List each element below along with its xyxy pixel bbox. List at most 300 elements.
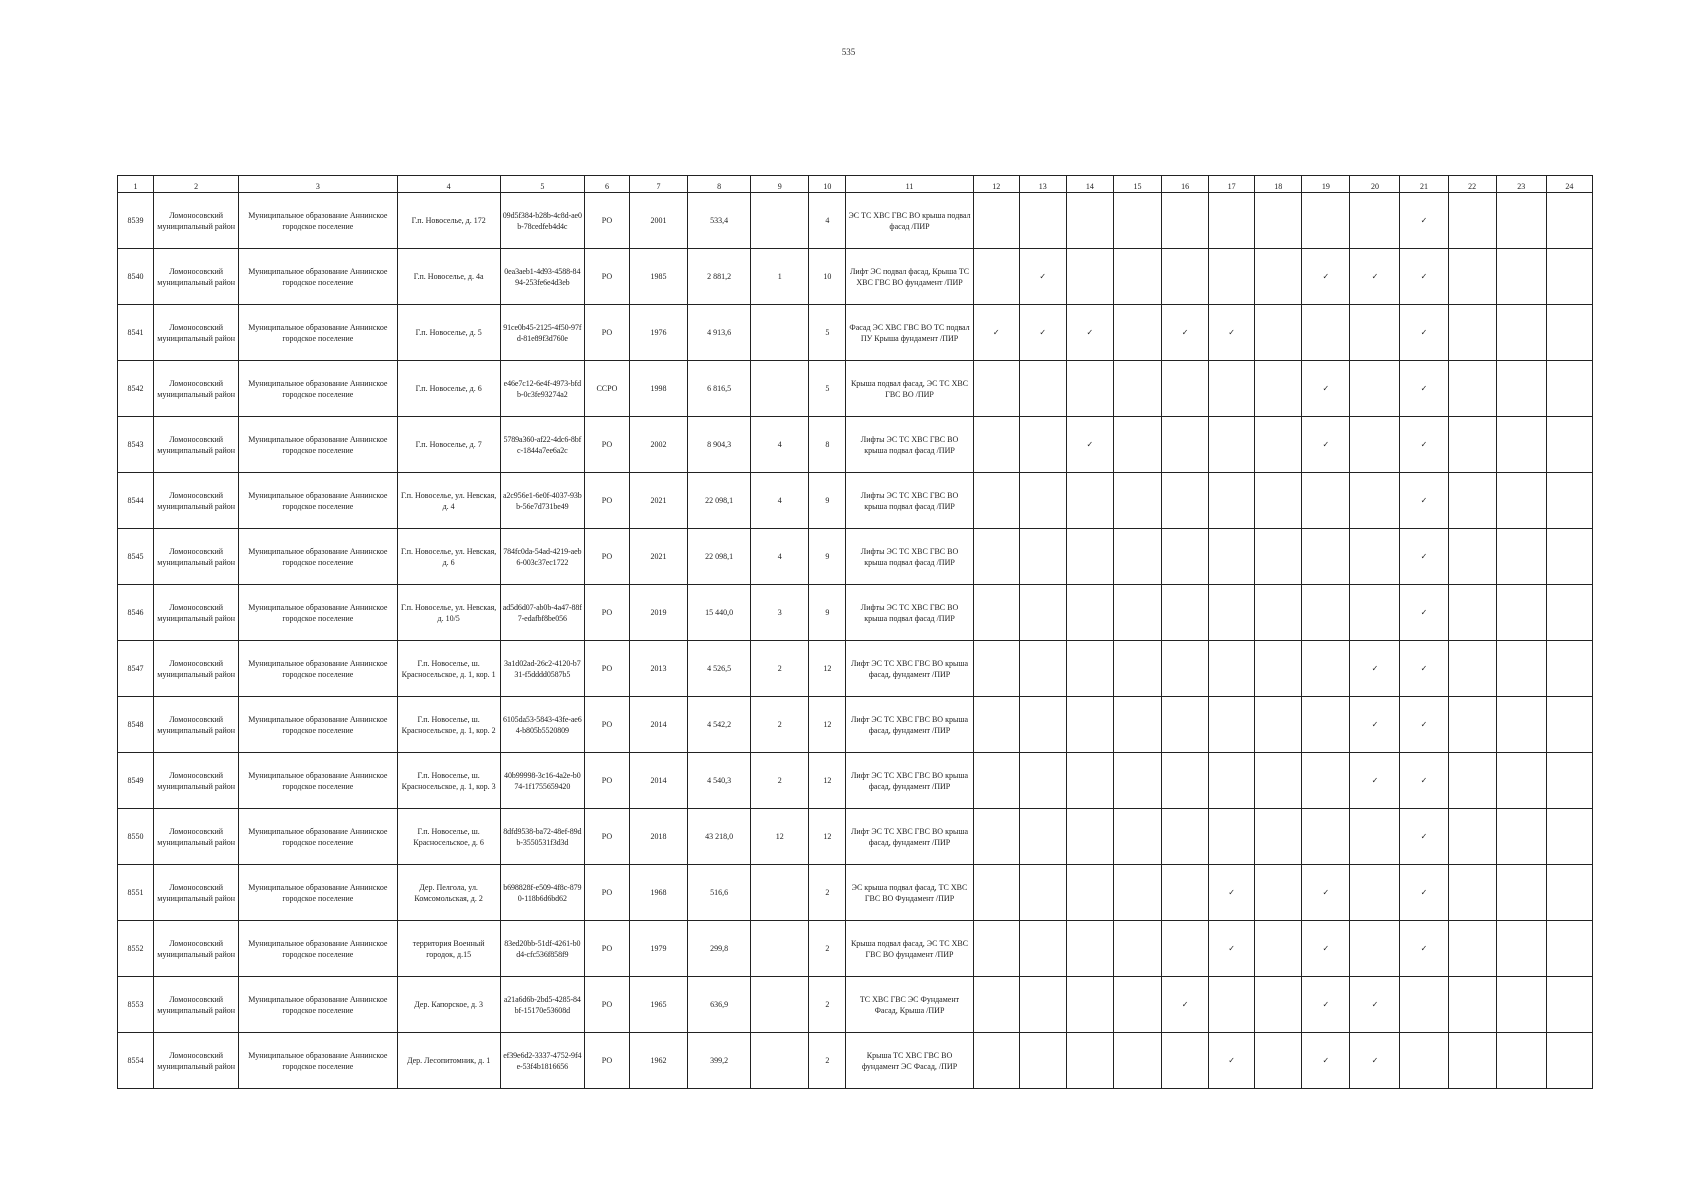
column-number: 16 <box>1162 176 1209 193</box>
check-mark-icon: ✓ <box>1350 697 1400 753</box>
empty-check-cell <box>1255 865 1302 921</box>
row-number-cell: 8539 <box>118 193 154 249</box>
lift-count-cell: 2 <box>751 641 809 697</box>
check-mark-icon: ✓ <box>973 305 1019 361</box>
row-number-cell: 8551 <box>118 865 154 921</box>
empty-check-cell <box>1255 193 1302 249</box>
row-number-cell: 8541 <box>118 305 154 361</box>
empty-check-cell <box>1255 753 1302 809</box>
build-year-cell: 1998 <box>629 361 687 417</box>
address-cell: Г.п. Новоселье, ш. Красносельское, д. 1, кор. 3 <box>397 753 500 809</box>
empty-check-cell <box>1066 753 1113 809</box>
column-number: 20 <box>1350 176 1400 193</box>
empty-check-cell <box>1113 305 1161 361</box>
empty-check-cell <box>1302 585 1350 641</box>
build-year-cell: 1979 <box>629 921 687 977</box>
row-number-cell: 8553 <box>118 977 154 1033</box>
empty-check-cell <box>1255 1033 1302 1089</box>
empty-check-cell <box>1350 361 1400 417</box>
empty-check-cell <box>1162 529 1209 585</box>
work-types-cell: Лифты ЭС ТС ХВС ГВС ВО крыша подвал фасад /ПИР <box>846 585 973 641</box>
check-mark-icon: ✓ <box>1209 1033 1255 1089</box>
table-row <box>118 1033 1593 1089</box>
check-mark-icon: ✓ <box>1209 921 1255 977</box>
empty-check-cell <box>1302 305 1350 361</box>
empty-check-cell <box>1400 1033 1448 1089</box>
empty-check-cell <box>1209 641 1255 697</box>
floors-cell: 12 <box>809 753 846 809</box>
empty-check-cell <box>1448 697 1496 753</box>
empty-check-cell <box>1496 697 1546 753</box>
column-number: 19 <box>1302 176 1350 193</box>
row-number-cell: 8545 <box>118 529 154 585</box>
table-row <box>118 361 1593 417</box>
check-mark-icon: ✓ <box>1400 249 1448 305</box>
table-row <box>118 809 1593 865</box>
empty-check-cell <box>1546 1033 1592 1089</box>
empty-check-cell <box>1162 361 1209 417</box>
empty-check-cell <box>1255 417 1302 473</box>
empty-check-cell <box>1066 249 1113 305</box>
management-type-cell: СCРО <box>584 361 629 417</box>
check-mark-icon: ✓ <box>1019 249 1066 305</box>
empty-check-cell <box>1350 921 1400 977</box>
work-types-cell: Лифт ЭС подвал фасад, Крыша ТС ХВС ГВС ВО фундамент /ПИР <box>846 249 973 305</box>
empty-check-cell <box>1350 473 1400 529</box>
area-cell: 516,6 <box>688 865 751 921</box>
floors-cell: 9 <box>809 529 846 585</box>
area-cell: 2 881,2 <box>688 249 751 305</box>
empty-check-cell <box>1496 809 1546 865</box>
check-mark-icon: ✓ <box>1400 921 1448 977</box>
column-number: 2 <box>154 176 239 193</box>
district-cell: Ломоносовский муниципальный район <box>154 585 239 641</box>
floors-cell: 2 <box>809 1033 846 1089</box>
empty-check-cell <box>1496 753 1546 809</box>
empty-check-cell <box>1255 809 1302 865</box>
empty-check-cell <box>1448 529 1496 585</box>
district-cell: Ломоносовский муниципальный район <box>154 921 239 977</box>
empty-check-cell <box>973 361 1019 417</box>
empty-check-cell <box>1066 921 1113 977</box>
check-mark-icon: ✓ <box>1400 361 1448 417</box>
empty-check-cell <box>1162 641 1209 697</box>
empty-check-cell <box>1066 473 1113 529</box>
empty-check-cell <box>973 585 1019 641</box>
lift-count-cell: 12 <box>751 809 809 865</box>
check-mark-icon: ✓ <box>1162 977 1209 1033</box>
row-number-cell: 8546 <box>118 585 154 641</box>
empty-check-cell <box>1066 641 1113 697</box>
lift-count-cell <box>751 305 809 361</box>
column-number: 11 <box>846 176 973 193</box>
floors-cell: 4 <box>809 193 846 249</box>
management-type-cell: РО <box>584 977 629 1033</box>
municipality-cell: Муниципальное образование Аннинское городское поселение <box>239 361 397 417</box>
work-types-cell: Лифт ЭС ТС ХВС ГВС ВО крыша фасад, фундамент /ПИР <box>846 697 973 753</box>
lift-count-cell <box>751 1033 809 1089</box>
check-mark-icon: ✓ <box>1350 641 1400 697</box>
column-number: 4 <box>397 176 500 193</box>
address-cell: Г.п. Новоселье, ш. Красносельское, д. 1, кор. 1 <box>397 641 500 697</box>
table-row <box>118 249 1593 305</box>
empty-check-cell <box>1448 753 1496 809</box>
check-mark-icon: ✓ <box>1350 977 1400 1033</box>
row-number-cell: 8542 <box>118 361 154 417</box>
empty-check-cell <box>1019 417 1066 473</box>
empty-check-cell <box>973 529 1019 585</box>
work-types-cell: Лифты ЭС ТС ХВС ГВС ВО крыша подвал фасад /ПИР <box>846 529 973 585</box>
build-year-cell: 2001 <box>629 193 687 249</box>
build-year-cell: 1968 <box>629 865 687 921</box>
table-row <box>118 417 1593 473</box>
empty-check-cell <box>1113 417 1161 473</box>
address-cell: Дер. Пелгола, ул. Комсомольская, д. 2 <box>397 865 500 921</box>
empty-check-cell <box>1302 753 1350 809</box>
empty-check-cell <box>1255 641 1302 697</box>
municipality-cell: Муниципальное образование Аннинское городское поселение <box>239 249 397 305</box>
row-number-cell: 8548 <box>118 697 154 753</box>
municipality-cell: Муниципальное образование Аннинское городское поселение <box>239 585 397 641</box>
management-type-cell: РО <box>584 417 629 473</box>
empty-check-cell <box>1209 361 1255 417</box>
column-number: 17 <box>1209 176 1255 193</box>
check-mark-icon: ✓ <box>1400 529 1448 585</box>
municipality-cell: Муниципальное образование Аннинское городское поселение <box>239 193 397 249</box>
municipality-cell: Муниципальное образование Аннинское городское поселение <box>239 305 397 361</box>
management-type-cell: РО <box>584 473 629 529</box>
empty-check-cell <box>973 753 1019 809</box>
lift-count-cell: 1 <box>751 249 809 305</box>
empty-check-cell <box>1546 585 1592 641</box>
empty-check-cell <box>1255 697 1302 753</box>
empty-check-cell <box>1546 473 1592 529</box>
empty-check-cell <box>1448 473 1496 529</box>
building-guid-cell: 40b99998-3c16-4a2e-b074-1f1755659420 <box>500 753 584 809</box>
lift-count-cell: 4 <box>751 417 809 473</box>
empty-check-cell <box>1448 361 1496 417</box>
work-types-cell: Фасад ЭС ХВС ГВС ВО ТС подвал ПУ Крыша фундамент /ПИР <box>846 305 973 361</box>
lift-count-cell: 2 <box>751 697 809 753</box>
district-cell: Ломоносовский муниципальный район <box>154 697 239 753</box>
empty-check-cell <box>1019 529 1066 585</box>
area-cell: 533,4 <box>688 193 751 249</box>
empty-check-cell <box>973 921 1019 977</box>
check-mark-icon: ✓ <box>1400 305 1448 361</box>
floors-cell: 2 <box>809 977 846 1033</box>
empty-check-cell <box>1209 193 1255 249</box>
page-number: 535 <box>841 47 856 57</box>
municipality-cell: Муниципальное образование Аннинское городское поселение <box>239 473 397 529</box>
check-mark-icon: ✓ <box>1350 249 1400 305</box>
work-types-cell: Лифты ЭС ТС ХВС ГВС ВО крыша подвал фасад /ПИР <box>846 417 973 473</box>
empty-check-cell <box>1448 1033 1496 1089</box>
district-cell: Ломоносовский муниципальный район <box>154 641 239 697</box>
empty-check-cell <box>1448 809 1496 865</box>
district-cell: Ломоносовский муниципальный район <box>154 977 239 1033</box>
district-cell: Ломоносовский муниципальный район <box>154 193 239 249</box>
lift-count-cell: 4 <box>751 529 809 585</box>
empty-check-cell <box>1496 1033 1546 1089</box>
build-year-cell: 1962 <box>629 1033 687 1089</box>
empty-check-cell <box>1113 809 1161 865</box>
floors-cell: 9 <box>809 585 846 641</box>
lift-count-cell <box>751 921 809 977</box>
empty-check-cell <box>1448 865 1496 921</box>
floors-cell: 5 <box>809 361 846 417</box>
empty-check-cell <box>1019 473 1066 529</box>
address-cell: Г.п. Новоселье, д. 6 <box>397 361 500 417</box>
area-cell: 8 904,3 <box>688 417 751 473</box>
building-guid-cell: e46e7c12-6e4f-4973-bfdb-0c3fe93274a2 <box>500 361 584 417</box>
area-cell: 4 526,5 <box>688 641 751 697</box>
empty-check-cell <box>1546 305 1592 361</box>
column-number: 8 <box>688 176 751 193</box>
check-mark-icon: ✓ <box>1400 417 1448 473</box>
build-year-cell: 1965 <box>629 977 687 1033</box>
table-row <box>118 865 1593 921</box>
empty-check-cell <box>1302 193 1350 249</box>
address-cell: Г.п. Новоселье, д. 172 <box>397 193 500 249</box>
empty-check-cell <box>1448 417 1496 473</box>
building-guid-cell: a2c956e1-6e0f-4037-93bb-56e7d731be49 <box>500 473 584 529</box>
build-year-cell: 2019 <box>629 585 687 641</box>
row-number-cell: 8549 <box>118 753 154 809</box>
empty-check-cell <box>1113 193 1161 249</box>
address-cell: Г.п. Новоселье, ул. Невская, д. 4 <box>397 473 500 529</box>
empty-check-cell <box>1209 809 1255 865</box>
building-guid-cell: 6105da53-5843-43fe-ae64-b805b5520809 <box>500 697 584 753</box>
empty-check-cell <box>1113 865 1161 921</box>
empty-check-cell <box>1496 249 1546 305</box>
empty-check-cell <box>1209 697 1255 753</box>
municipality-cell: Муниципальное образование Аннинское городское поселение <box>239 809 397 865</box>
building-guid-cell: b698828f-e509-4f8c-8790-118b6d6bd62 <box>500 865 584 921</box>
table-row <box>118 641 1593 697</box>
empty-check-cell <box>1209 753 1255 809</box>
empty-check-cell <box>1255 977 1302 1033</box>
empty-check-cell <box>1209 529 1255 585</box>
column-number-row <box>118 176 1593 193</box>
lift-count-cell <box>751 977 809 1033</box>
check-mark-icon: ✓ <box>1209 865 1255 921</box>
column-number: 24 <box>1546 176 1592 193</box>
empty-check-cell <box>1255 305 1302 361</box>
address-cell: Г.п. Новоселье, д. 7 <box>397 417 500 473</box>
empty-check-cell <box>1113 641 1161 697</box>
empty-check-cell <box>1019 641 1066 697</box>
empty-check-cell <box>973 697 1019 753</box>
empty-check-cell <box>1448 249 1496 305</box>
empty-check-cell <box>1066 977 1113 1033</box>
check-mark-icon: ✓ <box>1302 865 1350 921</box>
district-cell: Ломоносовский муниципальный район <box>154 1033 239 1089</box>
build-year-cell: 2002 <box>629 417 687 473</box>
empty-check-cell <box>1546 977 1592 1033</box>
floors-cell: 12 <box>809 809 846 865</box>
address-cell: Дер. Лесопитомник, д. 1 <box>397 1033 500 1089</box>
column-number: 9 <box>751 176 809 193</box>
empty-check-cell <box>1209 473 1255 529</box>
empty-check-cell <box>1255 921 1302 977</box>
row-number-cell: 8547 <box>118 641 154 697</box>
check-mark-icon: ✓ <box>1400 193 1448 249</box>
empty-check-cell <box>973 417 1019 473</box>
empty-check-cell <box>973 193 1019 249</box>
empty-check-cell <box>1113 921 1161 977</box>
empty-check-cell <box>1546 417 1592 473</box>
district-cell: Ломоносовский муниципальный район <box>154 809 239 865</box>
empty-check-cell <box>1350 865 1400 921</box>
management-type-cell: РО <box>584 529 629 585</box>
empty-check-cell <box>1255 361 1302 417</box>
lift-count-cell <box>751 865 809 921</box>
work-types-cell: Лифт ЭС ТС ХВС ГВС ВО крыша фасад, фундамент /ПИР <box>846 641 973 697</box>
check-mark-icon: ✓ <box>1400 865 1448 921</box>
table-row <box>118 529 1593 585</box>
empty-check-cell <box>1546 641 1592 697</box>
check-mark-icon: ✓ <box>1400 473 1448 529</box>
district-cell: Ломоносовский муниципальный район <box>154 753 239 809</box>
table-row <box>118 753 1593 809</box>
empty-check-cell <box>1546 865 1592 921</box>
empty-check-cell <box>1546 753 1592 809</box>
building-guid-cell: 0ea3aeb1-4d93-4588-8494-253fe6e4d3eb <box>500 249 584 305</box>
empty-check-cell <box>1496 529 1546 585</box>
empty-check-cell <box>1209 585 1255 641</box>
lift-count-cell <box>751 361 809 417</box>
empty-check-cell <box>1162 193 1209 249</box>
build-year-cell: 2021 <box>629 529 687 585</box>
check-mark-icon: ✓ <box>1302 977 1350 1033</box>
municipality-cell: Муниципальное образование Аннинское городское поселение <box>239 529 397 585</box>
empty-check-cell <box>1162 249 1209 305</box>
empty-check-cell <box>1255 249 1302 305</box>
empty-check-cell <box>973 865 1019 921</box>
address-cell: Дер. Капорское, д. 3 <box>397 977 500 1033</box>
address-cell: Г.п. Новоселье, ул. Невская, д. 10/5 <box>397 585 500 641</box>
building-guid-cell: 784fc0da-54ad-4219-aeb6-003c37ec1722 <box>500 529 584 585</box>
empty-check-cell <box>1350 193 1400 249</box>
empty-check-cell <box>1066 697 1113 753</box>
empty-check-cell <box>1350 305 1400 361</box>
empty-check-cell <box>1448 305 1496 361</box>
check-mark-icon: ✓ <box>1162 305 1209 361</box>
empty-check-cell <box>1255 585 1302 641</box>
building-guid-cell: ef39e6d2-3337-4752-9f4e-53f4b1816656 <box>500 1033 584 1089</box>
check-mark-icon: ✓ <box>1302 1033 1350 1089</box>
empty-check-cell <box>1546 249 1592 305</box>
column-number: 13 <box>1019 176 1066 193</box>
area-cell: 399,2 <box>688 1033 751 1089</box>
empty-check-cell <box>1350 585 1400 641</box>
management-type-cell: РО <box>584 865 629 921</box>
address-cell: Г.п. Новоселье, ш. Красносельское, д. 6 <box>397 809 500 865</box>
municipality-cell: Муниципальное образование Аннинское городское поселение <box>239 921 397 977</box>
empty-check-cell <box>1113 697 1161 753</box>
column-number: 1 <box>118 176 154 193</box>
empty-check-cell <box>1400 977 1448 1033</box>
column-number: 6 <box>584 176 629 193</box>
check-mark-icon: ✓ <box>1066 417 1113 473</box>
column-number: 15 <box>1113 176 1161 193</box>
check-mark-icon: ✓ <box>1350 1033 1400 1089</box>
empty-check-cell <box>1350 809 1400 865</box>
empty-check-cell <box>1113 977 1161 1033</box>
address-cell: Г.п. Новоселье, д. 4а <box>397 249 500 305</box>
municipality-cell: Муниципальное образование Аннинское городское поселение <box>239 753 397 809</box>
empty-check-cell <box>1066 809 1113 865</box>
row-number-cell: 8543 <box>118 417 154 473</box>
district-cell: Ломоносовский муниципальный район <box>154 417 239 473</box>
work-types-cell: ЭС крыша подвал фасад, ТС ХВС ГВС ВО Фундамент /ПИР <box>846 865 973 921</box>
empty-check-cell <box>1162 1033 1209 1089</box>
column-number: 10 <box>809 176 846 193</box>
empty-check-cell <box>1162 865 1209 921</box>
empty-check-cell <box>1019 585 1066 641</box>
work-types-cell: Крыша подвал фасад, ЭС ТС ХВС ГВС ВО /ПИР <box>846 361 973 417</box>
empty-check-cell <box>1162 473 1209 529</box>
empty-check-cell <box>1496 977 1546 1033</box>
empty-check-cell <box>1496 865 1546 921</box>
check-mark-icon: ✓ <box>1400 585 1448 641</box>
empty-check-cell <box>1302 809 1350 865</box>
empty-check-cell <box>1302 641 1350 697</box>
empty-check-cell <box>1066 529 1113 585</box>
table-row <box>118 585 1593 641</box>
empty-check-cell <box>1066 361 1113 417</box>
empty-check-cell <box>973 1033 1019 1089</box>
building-guid-cell: 3a1d02ad-26c2-4120-b731-f5dddd0587b5 <box>500 641 584 697</box>
district-cell: Ломоносовский муниципальный район <box>154 249 239 305</box>
area-cell: 22 098,1 <box>688 529 751 585</box>
floors-cell: 2 <box>809 865 846 921</box>
area-cell: 636,9 <box>688 977 751 1033</box>
row-number-cell: 8554 <box>118 1033 154 1089</box>
empty-check-cell <box>1113 529 1161 585</box>
municipality-cell: Муниципальное образование Аннинское городское поселение <box>239 1033 397 1089</box>
check-mark-icon: ✓ <box>1302 417 1350 473</box>
column-number: 21 <box>1400 176 1448 193</box>
empty-check-cell <box>1019 865 1066 921</box>
empty-check-cell <box>1302 529 1350 585</box>
table-row <box>118 473 1593 529</box>
check-mark-icon: ✓ <box>1400 697 1448 753</box>
address-cell: Г.п. Новоселье, д. 5 <box>397 305 500 361</box>
empty-check-cell <box>1162 585 1209 641</box>
empty-check-cell <box>973 641 1019 697</box>
column-number: 12 <box>973 176 1019 193</box>
housing-register-table <box>117 175 1593 1089</box>
build-year-cell: 1985 <box>629 249 687 305</box>
check-mark-icon: ✓ <box>1350 753 1400 809</box>
management-type-cell: РО <box>584 1033 629 1089</box>
empty-check-cell <box>1546 809 1592 865</box>
column-number: 14 <box>1066 176 1113 193</box>
empty-check-cell <box>1019 977 1066 1033</box>
area-cell: 43 218,0 <box>688 809 751 865</box>
building-guid-cell: 83ed20bb-51df-4261-b0d4-cfc536f858f9 <box>500 921 584 977</box>
empty-check-cell <box>1113 361 1161 417</box>
empty-check-cell <box>1162 697 1209 753</box>
lift-count-cell: 4 <box>751 473 809 529</box>
build-year-cell: 2018 <box>629 809 687 865</box>
work-types-cell: Лифты ЭС ТС ХВС ГВС ВО крыша подвал фасад /ПИР <box>846 473 973 529</box>
municipality-cell: Муниципальное образование Аннинское городское поселение <box>239 697 397 753</box>
empty-check-cell <box>1546 697 1592 753</box>
build-year-cell: 2013 <box>629 641 687 697</box>
empty-check-cell <box>1209 249 1255 305</box>
